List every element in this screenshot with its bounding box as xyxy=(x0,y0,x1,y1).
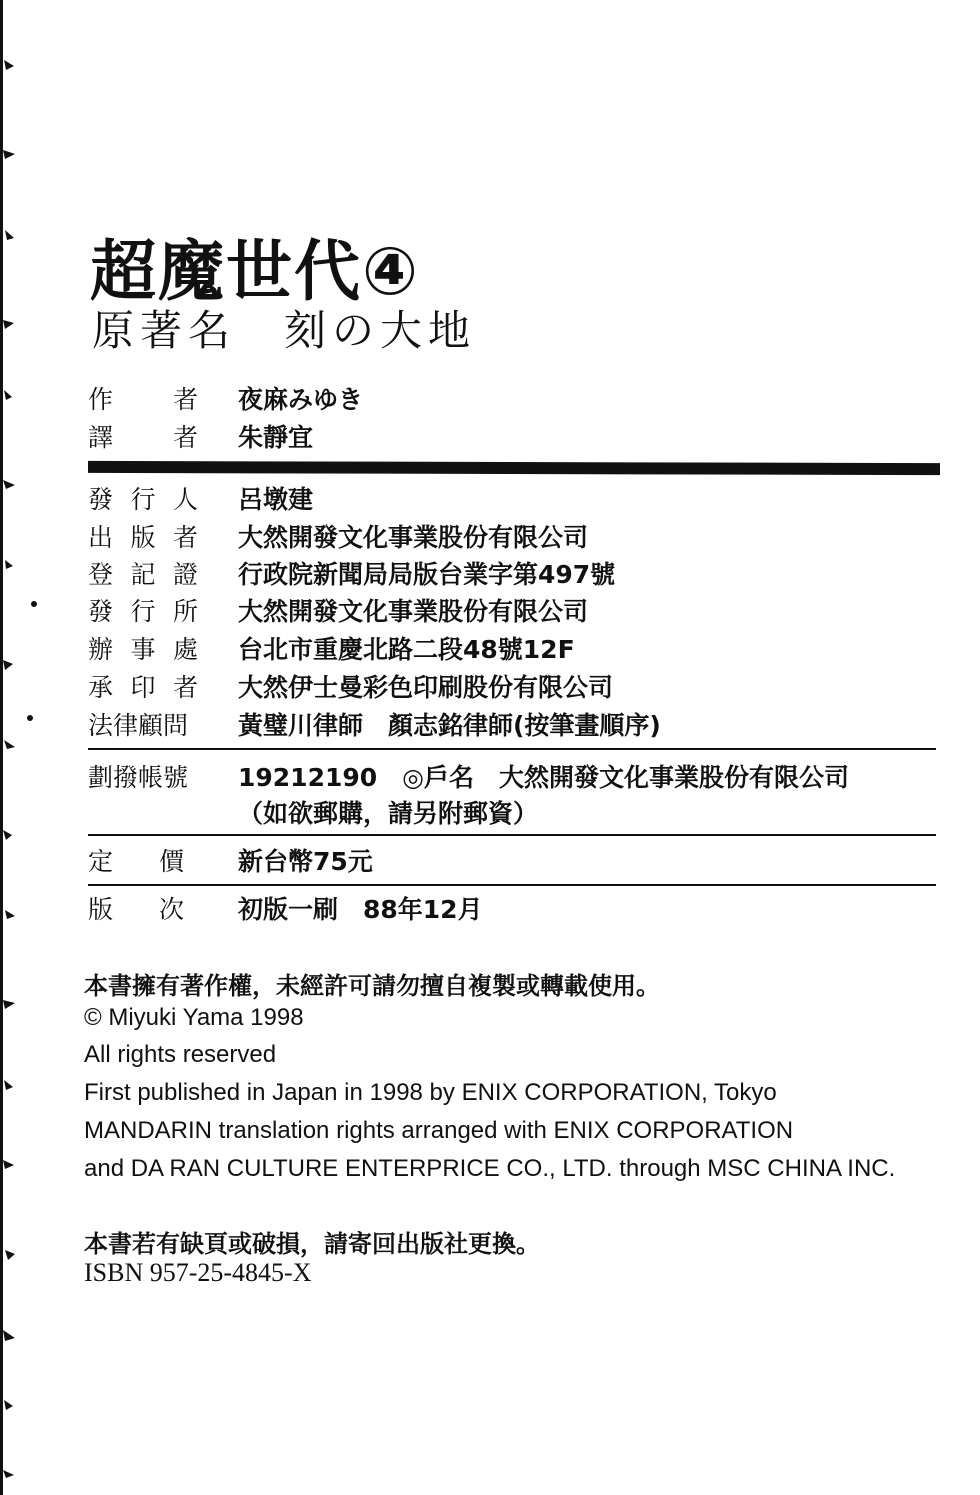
publisher-person-label: 發 行 人 xyxy=(88,485,198,514)
english-line: and DA RAN CULTURE ENTERPRICE CO., LTD. through MSC CHINA INC. xyxy=(84,1155,896,1182)
distributor-value: 大然開發文化事業股份有限公司 xyxy=(238,597,589,626)
scan-edge-marks xyxy=(0,0,40,1495)
copyright-notice: 本書擁有著作權，未經許可請勿擅自複製或轉載使用。 xyxy=(84,972,660,1000)
edition-label: 版 次 xyxy=(88,895,184,924)
english-line: First published in Japan in 1998 by ENIX CORPORATION, Tokyo xyxy=(84,1079,777,1106)
divider xyxy=(88,884,936,886)
translator-label: 譯 者 xyxy=(88,423,198,452)
isbn: ISBN 957-25-4845-X xyxy=(84,1258,312,1287)
office-value: 台北市重慶北路二段48號12F xyxy=(238,635,575,664)
original-title: 原著名 刻の大地 xyxy=(92,306,477,355)
registration-value: 行政院新聞局局版台業字第497號 xyxy=(238,560,616,589)
publisher-value: 大然開發文化事業股份有限公司 xyxy=(238,523,589,552)
printer-label: 承 印 者 xyxy=(88,673,198,702)
book-title: 超魔世代④ xyxy=(90,233,420,310)
publisher-label: 出 版 者 xyxy=(88,523,198,552)
legal-label: 法律顧問 xyxy=(88,711,189,740)
english-line: MANDARIN translation rights arranged with ENIX CORPORATION xyxy=(84,1117,794,1144)
english-line: © Miyuki Yama 1998 xyxy=(84,1004,304,1031)
damage-notice: 本書若有缺頁或破損，請寄回出版社更換。 xyxy=(84,1230,540,1258)
author-value: 夜麻みゆき xyxy=(238,385,364,414)
translator-value: 朱靜宜 xyxy=(238,423,314,452)
legal-value: 黃璧川律師 顏志銘律師(按筆畫順序) xyxy=(238,711,661,740)
office-label: 辦 事 處 xyxy=(88,635,198,664)
price-value: 新台幣75元 xyxy=(238,847,373,876)
author-label: 作 者 xyxy=(88,385,198,414)
printer-value: 大然伊士曼彩色印刷股份有限公司 xyxy=(238,673,614,702)
distributor-label: 發 行 所 xyxy=(88,597,198,626)
account-label: 劃撥帳號 xyxy=(88,763,189,792)
registration-label: 登 記 證 xyxy=(88,560,198,589)
divider xyxy=(88,834,936,836)
publisher-person-value: 呂墩建 xyxy=(238,485,314,514)
account-line1: 19212190 ◎戶名 大然開發文化事業股份有限公司 xyxy=(238,763,849,792)
price-label: 定 價 xyxy=(88,847,184,876)
edition-value: 初版一刷 88年12月 xyxy=(238,895,483,924)
thick-divider xyxy=(88,461,940,475)
divider xyxy=(88,748,936,750)
english-line: All rights reserved xyxy=(84,1041,277,1068)
account-line2: （如欲郵購，請另附郵資） xyxy=(238,799,539,828)
